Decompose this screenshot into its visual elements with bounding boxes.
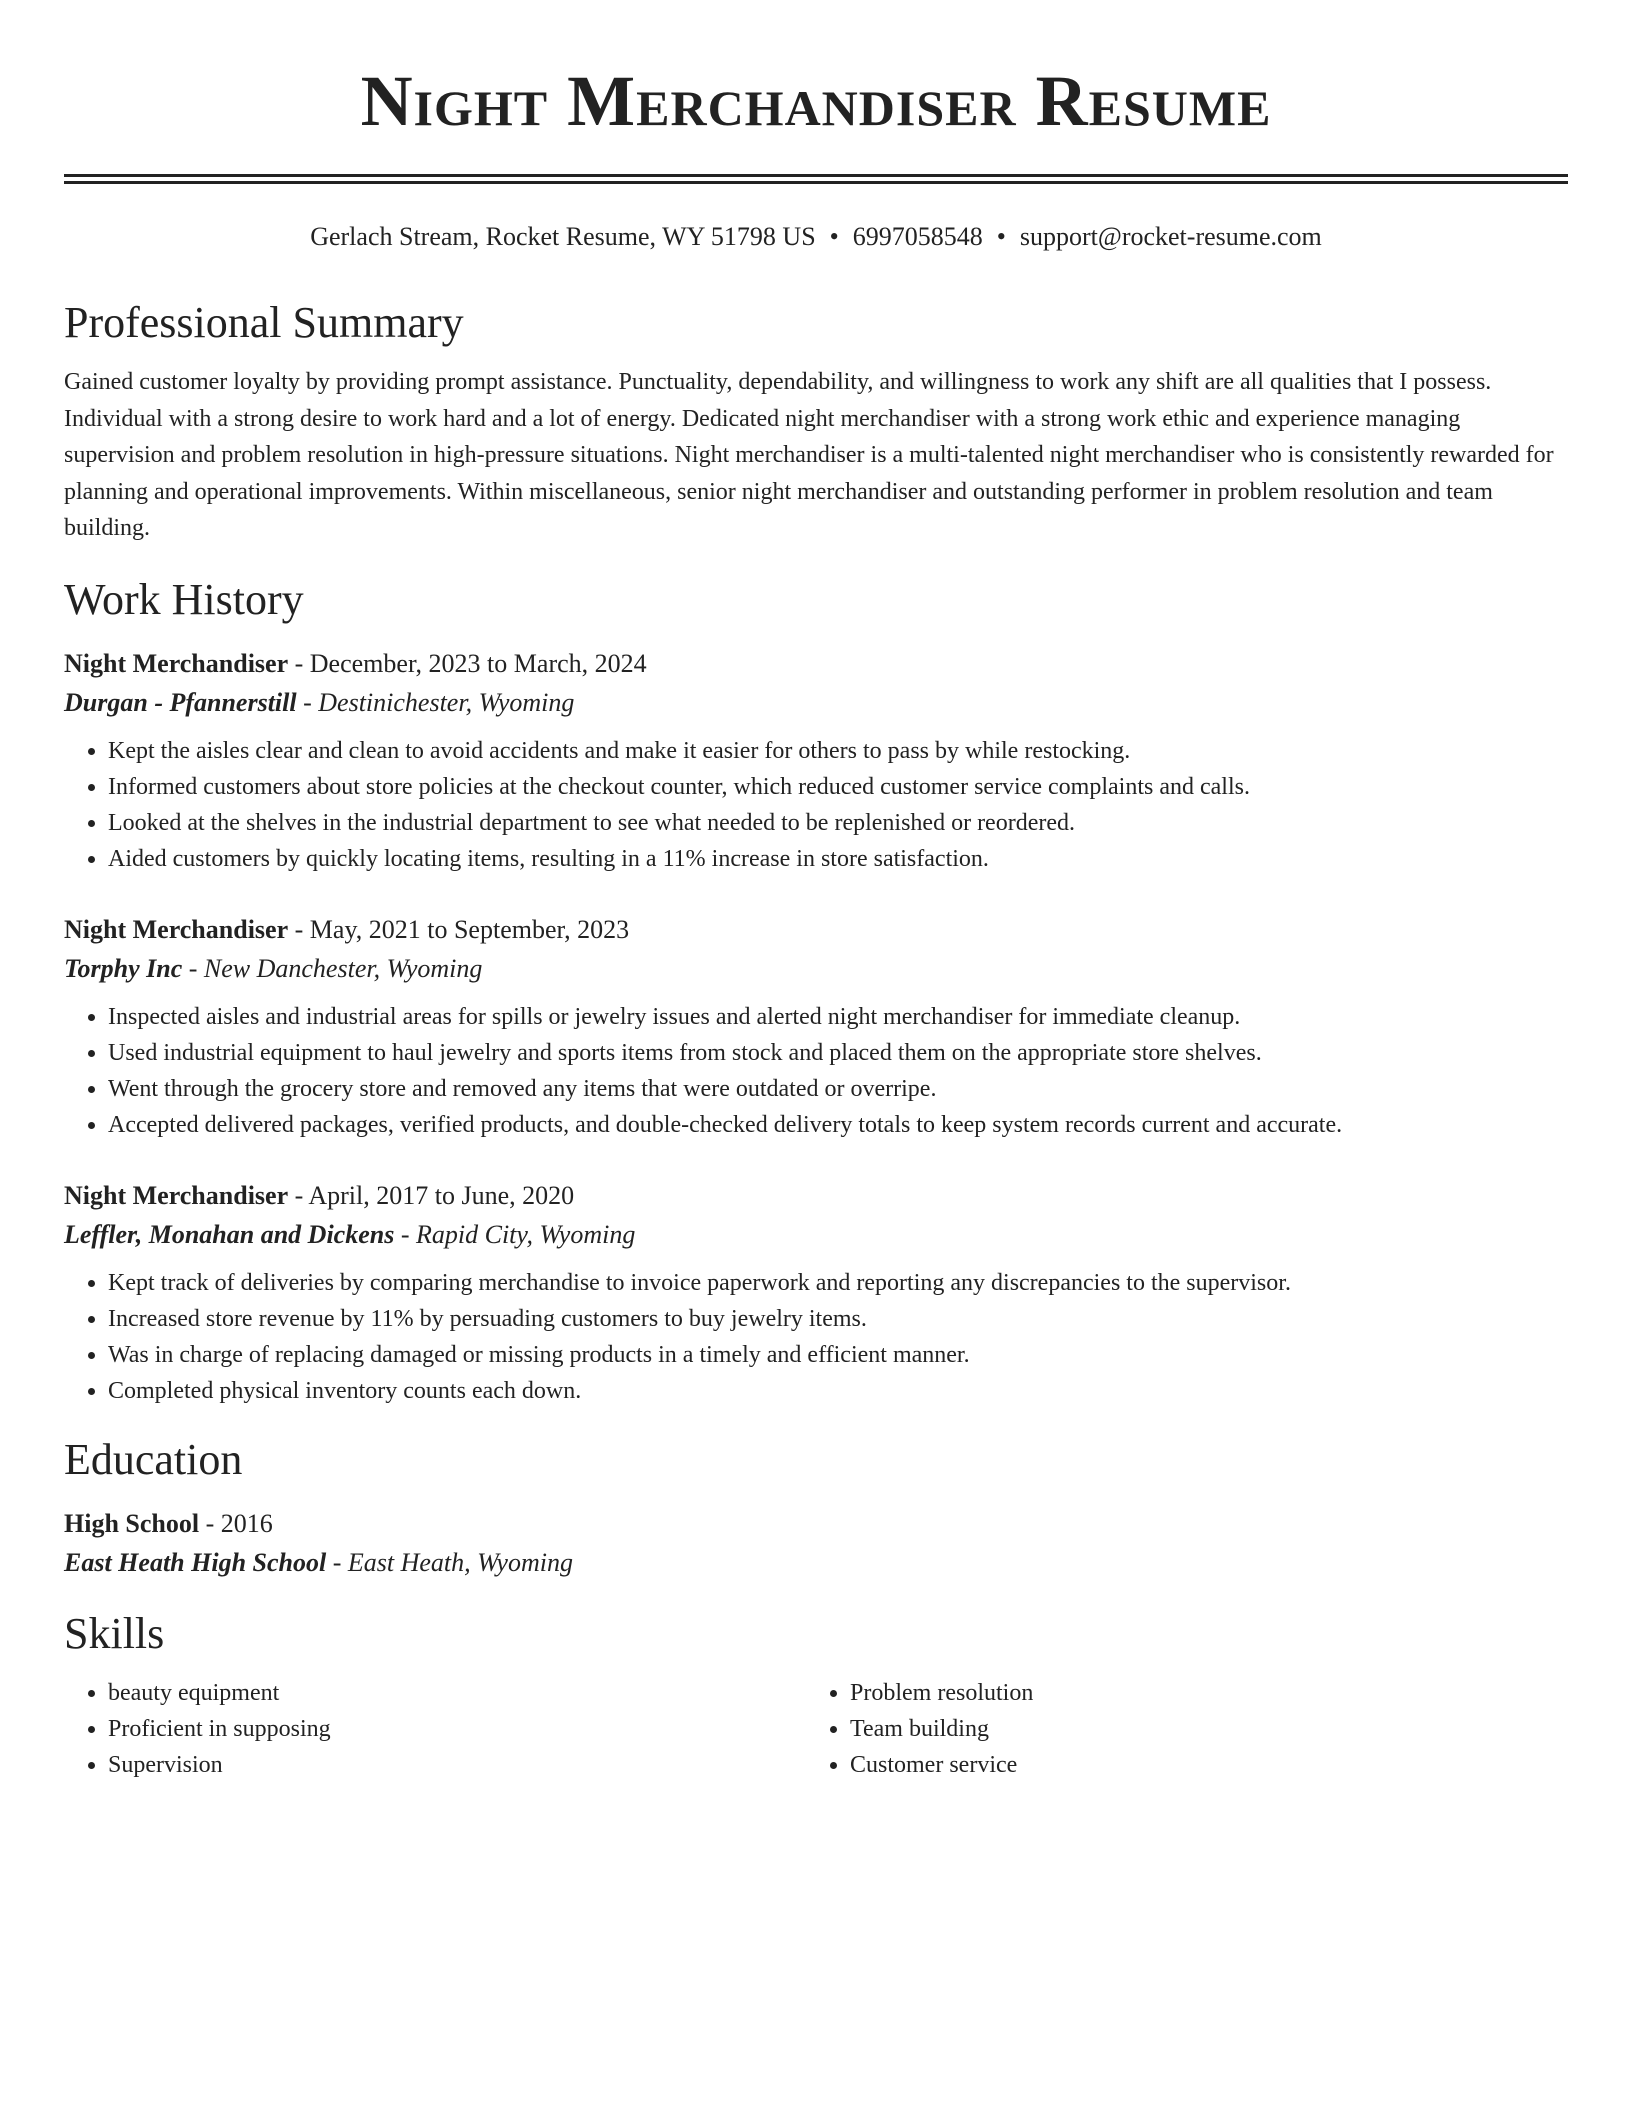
job-company-line bbox=[64, 949, 1568, 989]
summary-text: Gained customer loyalty by providing prompt assistance. Punctuality, dependability, and willingness to work any shift are all qualities that I possess. Individual with a strong desire to work hard and a lot of energy. Dedicated night merchandiser with a strong work ethic and experience managing supervision and problem resolution in high-pressure situations. Night merchandiser is a multi-talented night merchandiser who is consistently rewarded for planning and operational improvements. Within miscellaneous, senior night merchandiser and outstanding performer in problem resolution and team building. bbox=[64, 369, 1554, 541]
job-entry bbox=[64, 1177, 1568, 1409]
skills-column-left bbox=[64, 1675, 806, 1783]
skill-item: • beauty equipment bbox=[108, 1675, 806, 1711]
school-name: East Heath High School bbox=[64, 1547, 327, 1577]
skills-heading: Skills bbox=[64, 1608, 165, 1658]
job-bullet: • Inspected aisles and industrial areas for spills or jewelry issues and alerted night merchandiser for immediate cleanup. bbox=[108, 999, 1568, 1035]
graduation-year: - 2016 bbox=[199, 1508, 273, 1538]
job-bullet: • Accepted delivered packages, verified products, and double-checked delivery totals to keep system records current and accurate. bbox=[108, 1107, 1568, 1143]
job-bullet: • Used industrial equipment to haul jewelry and sports items from stock and placed them on the appropriate store shelves. bbox=[108, 1035, 1568, 1071]
job-title: Night Merchandiser bbox=[64, 1180, 289, 1210]
job-title-line bbox=[64, 1177, 1568, 1215]
skill-item: • Supervision bbox=[108, 1747, 806, 1783]
job-dates: - December, 2023 to March, 2024 bbox=[288, 648, 647, 678]
contact-separator: • bbox=[829, 222, 839, 251]
job-title: Night Merchandiser bbox=[64, 648, 289, 678]
job-company-line bbox=[64, 683, 1568, 723]
summary-heading: Professional Summary bbox=[64, 298, 464, 347]
degree: High School bbox=[64, 1508, 200, 1538]
job-entry bbox=[64, 911, 1568, 1143]
job-bullet: • Was in charge of replacing damaged or missing products in a timely and efficient manner. bbox=[108, 1337, 1568, 1373]
education-entry bbox=[64, 1505, 1568, 1583]
job-dates: - May, 2021 to September, 2023 bbox=[288, 914, 630, 944]
contact-line bbox=[64, 220, 1568, 254]
job-bullet: • Looked at the shelves in the industrial department to see what needed to be replenished or reordered. bbox=[108, 805, 1568, 841]
job-bullets bbox=[64, 733, 1568, 877]
contact-email: support@rocket-resume.com bbox=[1019, 222, 1322, 251]
job-company: Durgan - Pfannerstill bbox=[64, 687, 297, 717]
job-bullet: • Kept track of deliveries by comparing merchandise to invoice paperwork and reporting any discrepancies to the supervisor. bbox=[108, 1265, 1568, 1301]
job-location: - Rapid City, Wyoming bbox=[394, 1219, 636, 1249]
job-dates: - April, 2017 to June, 2020 bbox=[288, 1180, 575, 1210]
skills-column-right bbox=[806, 1675, 1548, 1783]
contact-phone: 6997058548 bbox=[852, 222, 983, 251]
job-title: Night Merchandiser bbox=[64, 914, 289, 944]
skill-item: • Proficient in supposing bbox=[108, 1711, 806, 1747]
job-bullet: • Completed physical inventory counts each down. bbox=[108, 1373, 1568, 1409]
school-location: - East Heath, Wyoming bbox=[326, 1547, 573, 1577]
job-location: - Destinichester, Wyoming bbox=[296, 687, 575, 717]
skill-item: • Customer service bbox=[850, 1747, 1548, 1783]
job-company: Leffler, Monahan and Dickens bbox=[64, 1219, 395, 1249]
job-title-line bbox=[64, 911, 1568, 949]
job-bullet: • Kept the aisles clear and clean to avoid accidents and make it easier for others to pass by while restocking. bbox=[108, 733, 1568, 769]
contact-address: Gerlach Stream, Rocket Resume, WY 51798 US bbox=[310, 222, 816, 251]
job-bullet: • Increased store revenue by 11% by persuading customers to buy jewelry items. bbox=[108, 1301, 1568, 1337]
skill-item: • Team building bbox=[850, 1711, 1548, 1747]
job-location: - New Danchester, Wyoming bbox=[182, 953, 483, 983]
resume-title: Night Merchandiser Resume bbox=[360, 61, 1272, 141]
job-title-line bbox=[64, 645, 1568, 683]
work-history-heading: Work History bbox=[64, 574, 304, 624]
job-bullets bbox=[64, 999, 1568, 1143]
job-company-line bbox=[64, 1215, 1568, 1255]
skills-list bbox=[64, 1675, 1568, 1783]
job-bullet: • Aided customers by quickly locating items, resulting in a 11% increase in store satisfaction. bbox=[108, 841, 1568, 877]
job-bullets bbox=[64, 1265, 1568, 1409]
skill-item: • Problem resolution bbox=[850, 1675, 1548, 1711]
contact-separator: • bbox=[996, 222, 1006, 251]
title-divider bbox=[64, 174, 1568, 184]
job-company: Torphy Inc bbox=[64, 953, 183, 983]
job-bullet: • Informed customers about store policies at the checkout counter, which reduced customer service complaints and calls. bbox=[108, 769, 1568, 805]
school-line bbox=[64, 1543, 1568, 1583]
job-entry bbox=[64, 645, 1568, 877]
degree-line bbox=[64, 1505, 1568, 1543]
job-bullet: • Went through the grocery store and removed any items that were outdated or overripe. bbox=[108, 1071, 1568, 1107]
education-heading: Education bbox=[64, 1434, 243, 1484]
